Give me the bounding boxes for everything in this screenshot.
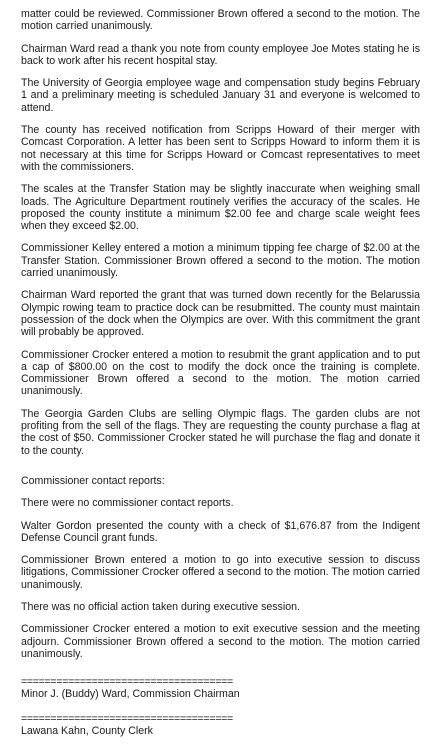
paragraph-continuation: matter could be reviewed. Commissioner Brown offered a second to the motion. The motion carried unanimously.	[21, 8, 420, 33]
paragraph-olympic-grant: Chairman Ward reported the grant that was turned down recently for the Belarussia Olympic rowing team to practice dock can be resubmitted. The county must maintain possession of the dock when the Olympics are over. With this commitment the grant will probably be approved.	[21, 289, 420, 339]
paragraph-thank-you-note: Chairman Ward read a thank you note from county employee Joe Motes stating he is back to work after his recent hospital stay.	[21, 42, 420, 67]
signatory-name-clerk: Lawana Kahn, County Clerk	[21, 725, 153, 738]
paragraph-grant-resubmit-motion: Commissioner Crocker entered a motion to resubmit the grant application and to put a cap of $800.00 on the cost to modify the dock once the training is complete. Commissioner Brown offered a second to the motion. The motion carried unanimously.	[21, 348, 420, 398]
signatory-name-chairman: Minor J. (Buddy) Ward, Commission Chairman	[21, 688, 240, 701]
signature-line: ====================================	[21, 712, 233, 725]
paragraph-tipping-fee-motion: Commissioner Kelley entered a motion a minimum tipping fee charge of $2.00 at the Transfer Station. Commissioner Brown offered a second to the motion. The motion carried unanimously.	[21, 242, 420, 280]
paragraph-no-contact-reports: There were no commissioner contact reports.	[21, 497, 234, 510]
paragraph-executive-session-motion: Commissioner Brown entered a motion to go into executive session to discuss litigations, Commissioner Crocker offered a second to the motion. The motion carried unanimously.	[21, 554, 420, 591]
paragraph-adjourn-motion: Commissioner Crocker entered a motion to exit executive session and the meeting adjourn. Commissioner Brown offered a second to the motion. The motion carried unanimously.	[21, 623, 420, 660]
section-heading-contact-reports: Commissioner contact reports:	[21, 474, 165, 487]
paragraph-no-official-action: There was no official action taken during executive session.	[21, 600, 300, 613]
paragraph-scripps-howard: The county has received notification from Scripps Howard of their merger with Comcast Corporation. A letter has been sent to Scripps Howard to inform them it is not necessary at this time for Scripps Howard or Comcast representatives to meet with the commissioners.	[21, 124, 420, 173]
signature-block-chairman	[21, 676, 420, 701]
paragraph-wage-study: The University of Georgia employee wage and compensation study begins February 1 and a preliminary meeting is scheduled January 31 and everyone is welcomed to attend.	[21, 77, 420, 114]
paragraph-transfer-scales: The scales at the Transfer Station may be slightly inaccurate when weighing small loads. The Agriculture Department routinely verifies the accuracy of the scales. He proposed the county institute a minimum $2.00 fee and charge scale weight fees when they exceed $2.00.	[21, 183, 420, 233]
paragraph-garden-club-flags: The Georgia Garden Clubs are selling Olympic flags. The garden clubs are not profiting from the sell of the flags. They are requesting the county purchase a flag at the cost of $50. Commissioner Crocker stated he will purchase the flag and donate it to the county.	[21, 407, 420, 457]
signature-block-clerk	[21, 713, 420, 738]
paragraph-indigent-defense-check: Walter Gordon presented the county with a check of $1,676.87 from the Indigent Defense Council grant funds.	[21, 519, 420, 544]
signature-line: ====================================	[21, 676, 233, 689]
